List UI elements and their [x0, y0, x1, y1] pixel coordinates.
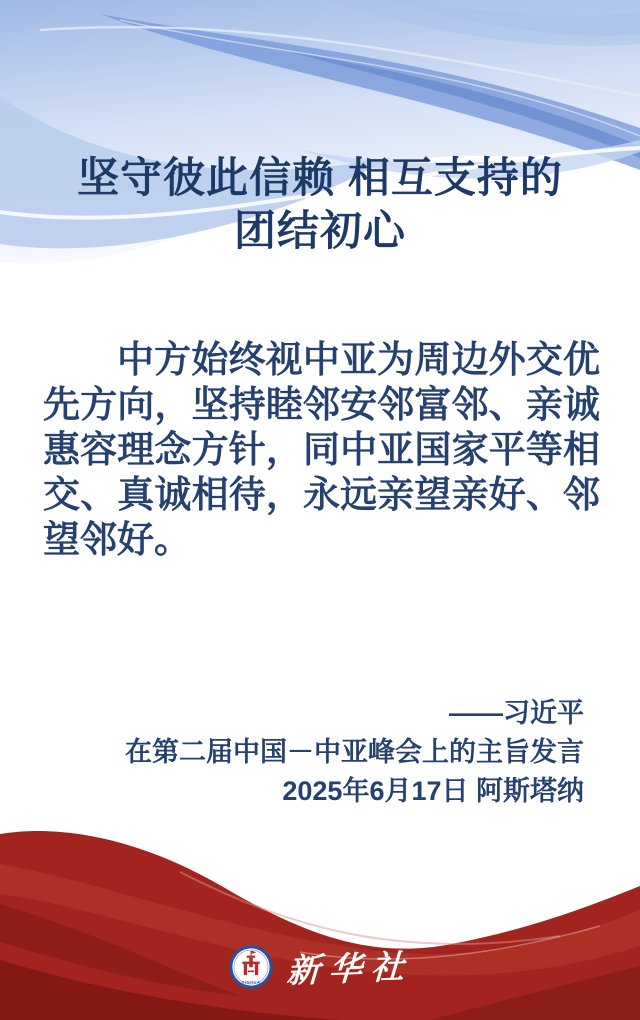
xinhua-wordmark: 新华社 — [285, 946, 414, 990]
poster-title-line1: 坚守彼此信赖 相互支持的 — [77, 154, 563, 201]
attribution-speaker: ——习近平 — [449, 698, 584, 728]
xinhua-emblem-icon — [228, 944, 274, 990]
bottom-wave-decoration — [0, 820, 640, 1020]
attribution-block — [0, 694, 584, 811]
xinhua-logo — [0, 944, 640, 990]
emblem-ring-text: XINHUA — [241, 979, 260, 985]
poster-title — [0, 151, 640, 257]
attribution-occasion: 在第二届中国－中亚峰会上的主旨发言 — [125, 737, 584, 767]
quote-body: 中方始终视中亚为周边外交优先方向，坚持睦邻安邻富邻、亲诚惠容理念方针，同中亚国家平等相交、真诚相待，永远亲望亲好、邻望邻好。 — [43, 339, 600, 560]
poster-title-line2: 团结初心 — [233, 207, 406, 254]
attribution-date-location: 2025年6月17日 阿斯塔纳 — [282, 776, 584, 806]
